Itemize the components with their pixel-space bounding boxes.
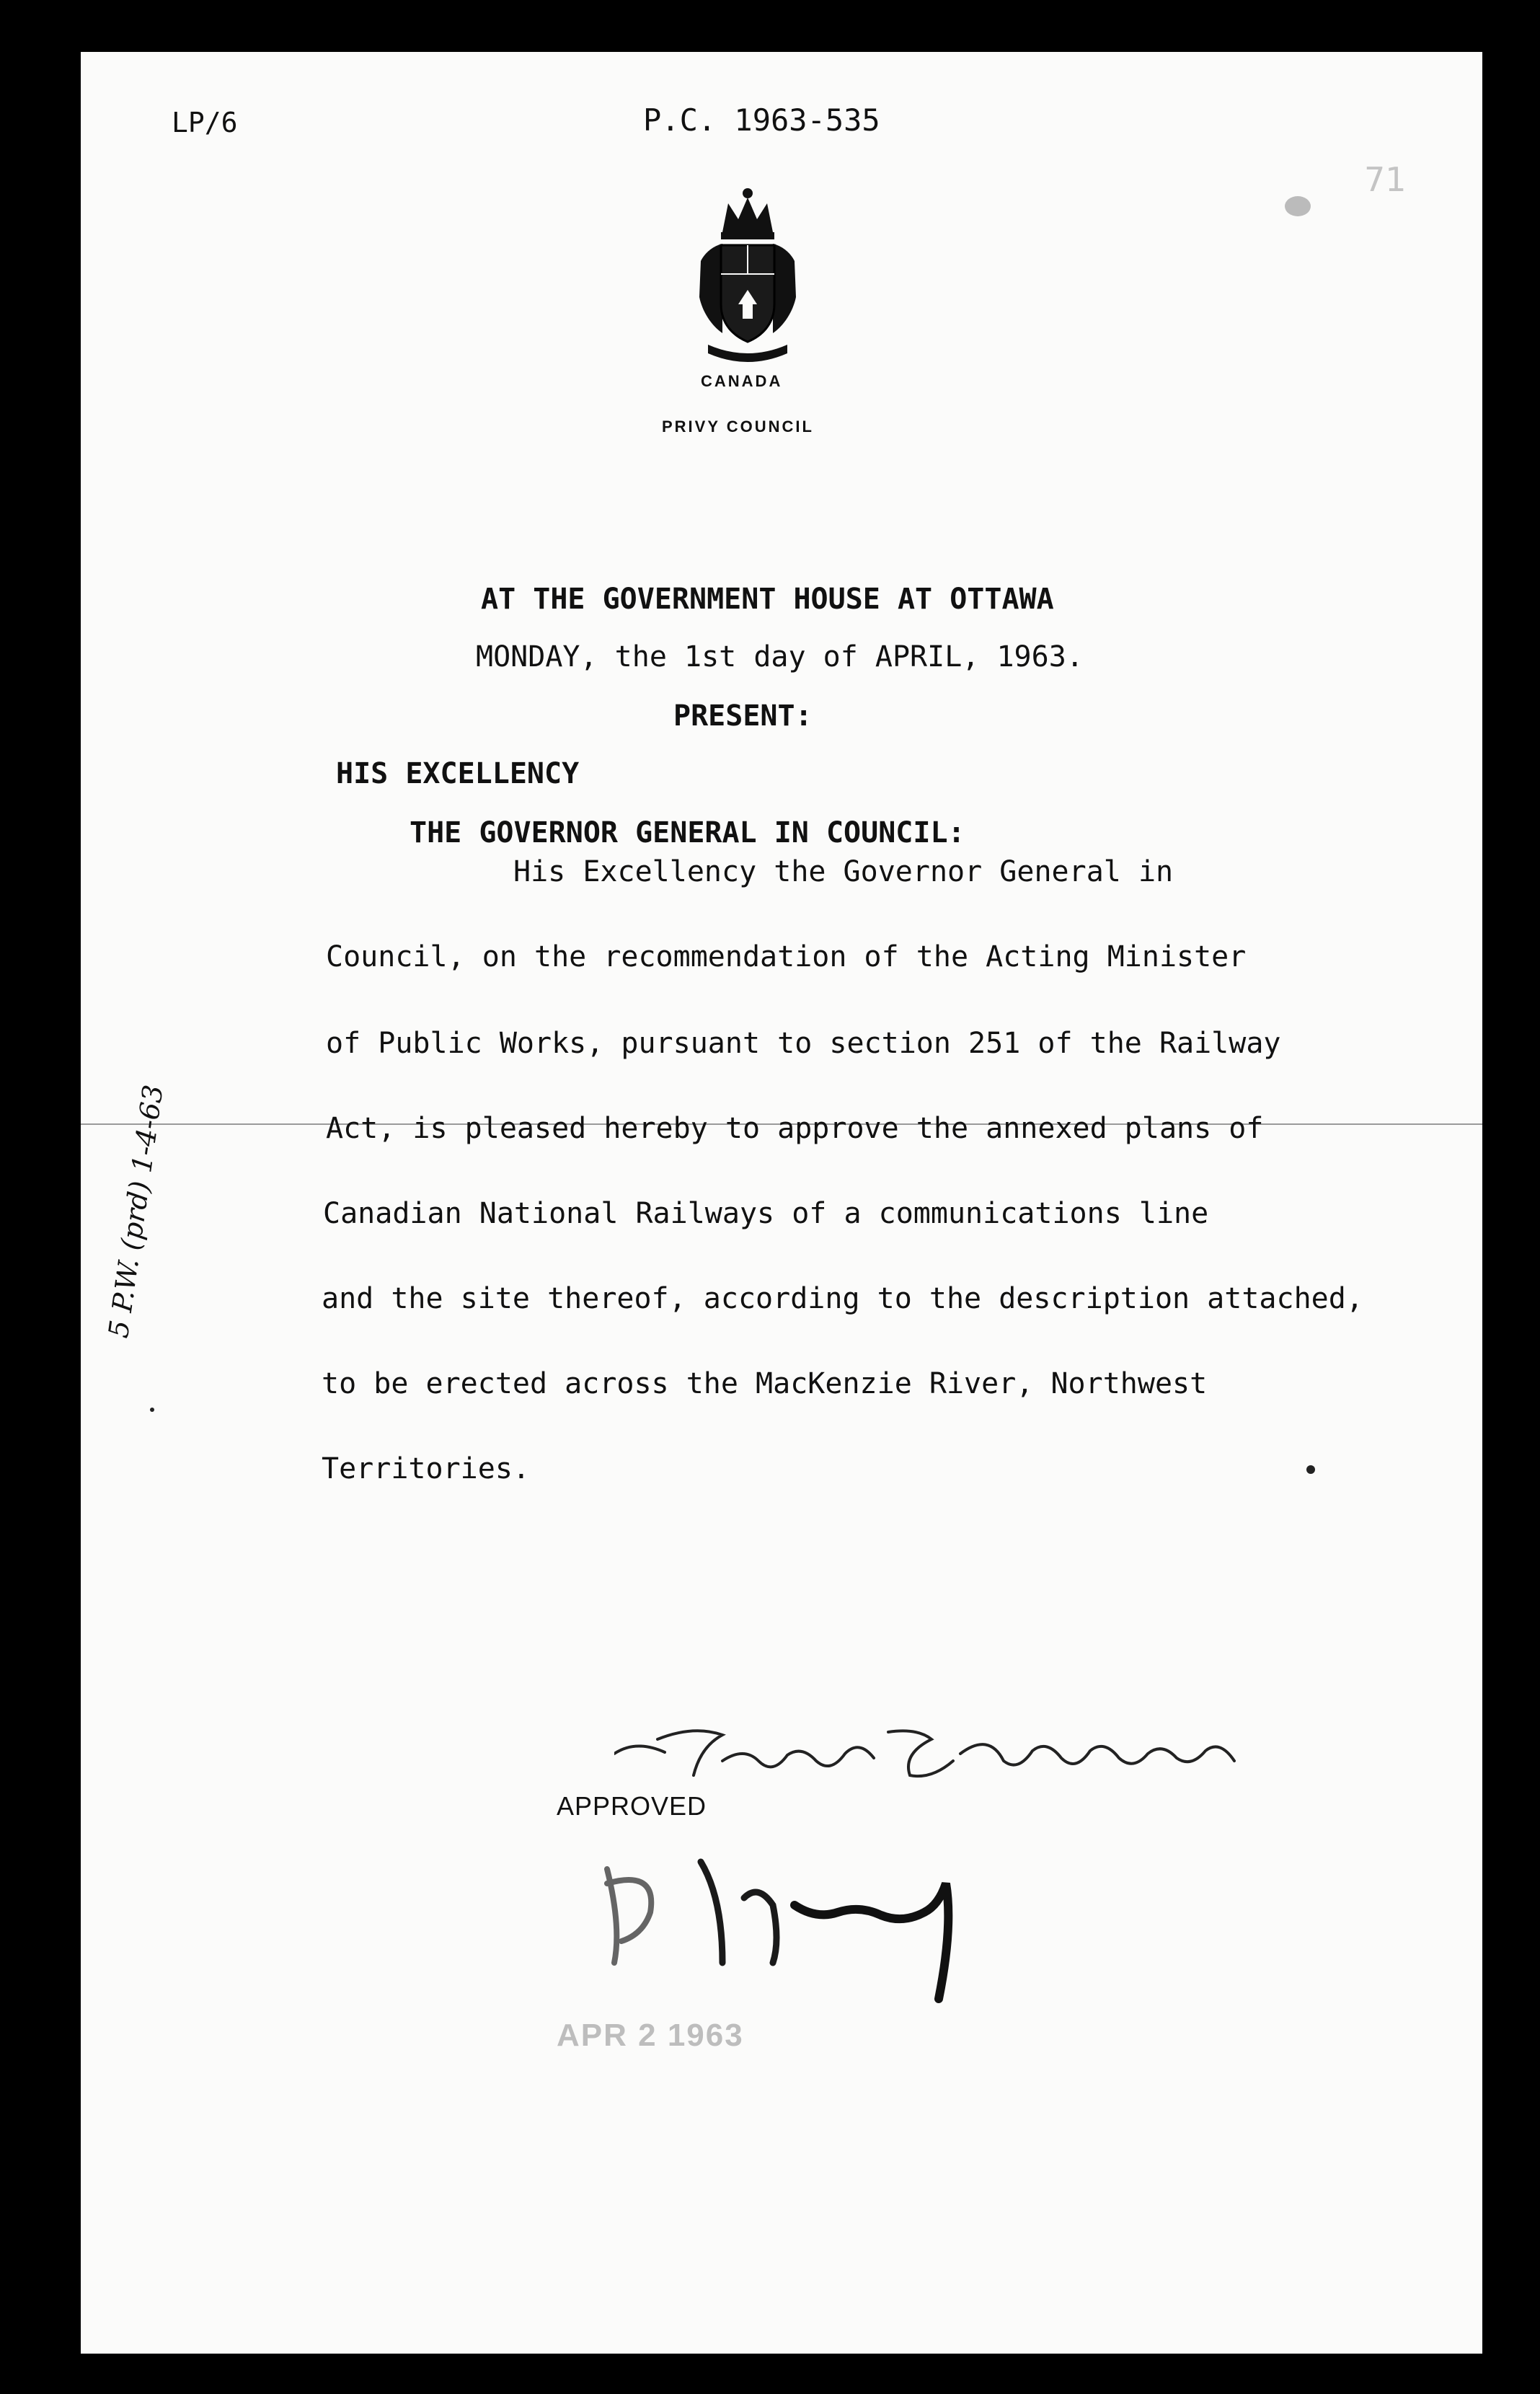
body-line: to be erected across the MacKenzie River, Northwest bbox=[322, 1367, 1208, 1400]
letterhead-country: CANADA bbox=[701, 372, 783, 390]
heading-present: PRESENT: bbox=[673, 699, 813, 733]
speck bbox=[1285, 196, 1311, 216]
document-page bbox=[81, 52, 1482, 2354]
file-reference: LP/6 bbox=[172, 107, 238, 138]
order-number: P.C. 1963-535 bbox=[643, 102, 880, 138]
body-line: of Public Works, pursuant to section 251 of the Railway bbox=[326, 1027, 1281, 1060]
heading-date: MONDAY, the 1st day of APRIL, 1963. bbox=[476, 640, 1084, 673]
speck bbox=[1306, 1465, 1315, 1474]
handwritten-margin-note: 5 P.W. (prd) 1-4-63 bbox=[102, 1082, 169, 1340]
page-corner-number: 71 bbox=[1364, 160, 1407, 199]
heading-excellency: HIS EXCELLENCY bbox=[336, 757, 580, 790]
body-line: Act, is pleased hereby to approve the annexed plans of bbox=[326, 1112, 1264, 1145]
coat-of-arms-icon bbox=[694, 182, 802, 369]
clerk-signature bbox=[614, 1710, 1335, 1790]
body-line: His Excellency the Governor General in bbox=[513, 855, 1174, 888]
body-line: and the site thereof, according to the description attached, bbox=[322, 1282, 1363, 1315]
speck bbox=[150, 1408, 154, 1412]
heading-governor: THE GOVERNOR GENERAL IN COUNCIL: bbox=[410, 816, 965, 849]
body-line: Territories. bbox=[322, 1452, 530, 1485]
heading-place: AT THE GOVERNMENT HOUSE AT OTTAWA bbox=[481, 583, 1054, 616]
received-date-stamp: APR 2 1963 bbox=[557, 2018, 744, 2053]
body-line: Council, on the recommendation of the Acting Minister bbox=[326, 940, 1247, 973]
letterhead-office: PRIVY COUNCIL bbox=[662, 418, 814, 436]
approver-signature bbox=[578, 1840, 982, 2013]
approved-label: APPROVED bbox=[557, 1791, 707, 1821]
body-line: Canadian National Railways of a communications line bbox=[323, 1197, 1209, 1230]
